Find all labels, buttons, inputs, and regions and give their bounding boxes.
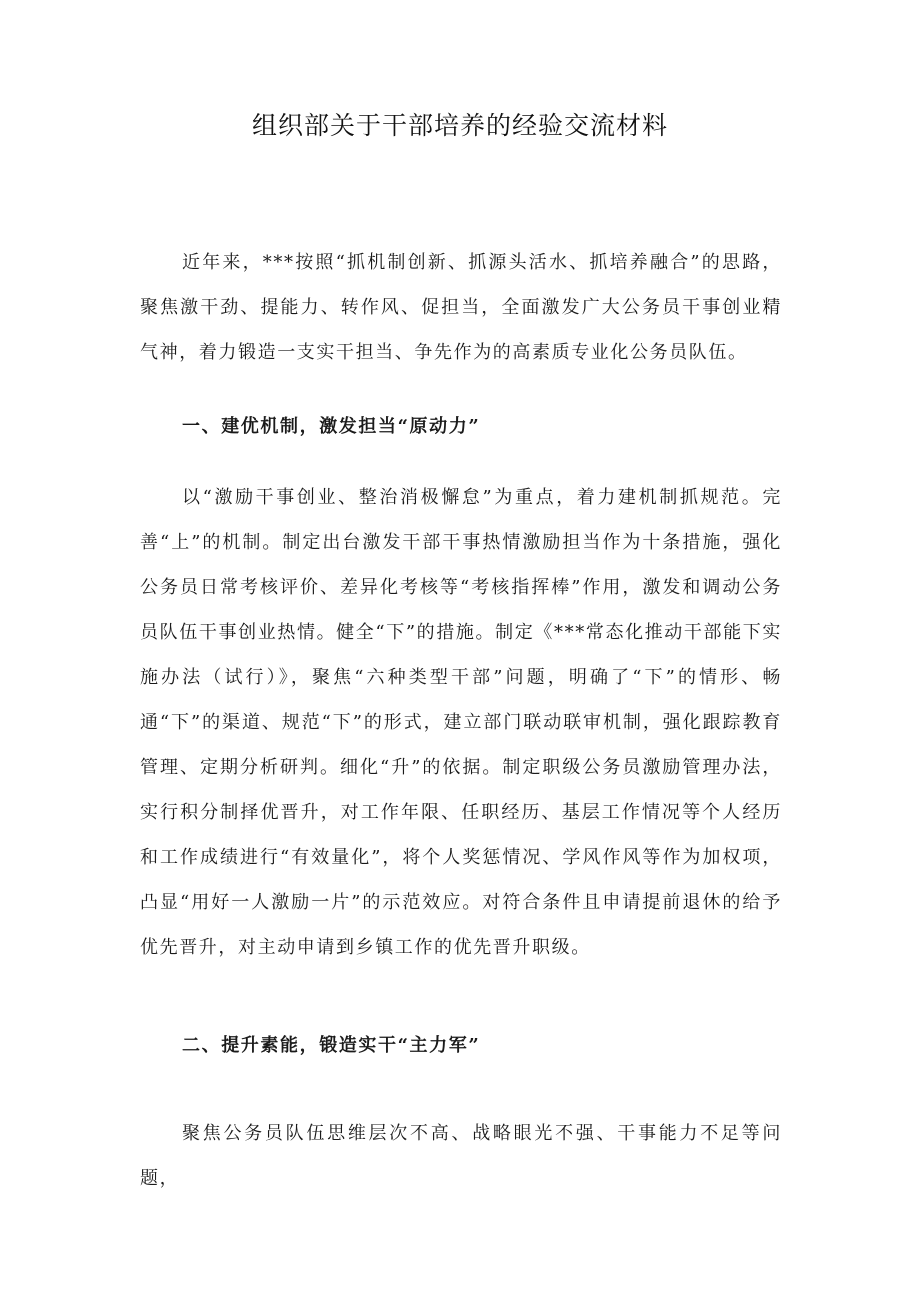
intro-paragraph: 近年来，***按照“抓机制创新、抓源头活水、抓培养融合”的思路，聚焦激干劲、提能力、转作风、促担当，全面激发广大公务员干事创业精气神，着力锻造一支实干担当、争先作为的高素质专业化公务员队伍。	[140, 252, 782, 363]
section-two-heading: 二、提升素能，锻造实干“主力军”	[182, 1035, 481, 1056]
section-one-paragraph: 以“激励干事创业、整治消极懈怠”为重点，着力建机制抓规范。完善“上”的机制。制定出台激发干部干事热情激励担当作为十条措施，强化公务员日常考核评价、差异化考核等“考核指挥棒”作用，激发和调动公务员队伍干事创业热情。健全“下”的措施。制定《***常态化推动干部能下实施办法（试行）》，聚焦“六种类型干部”问题，明确了“下”的情形、畅通“下”的渠道、规范“下”的形式，建立部门联动联审机制，强化跟踪教育管理、定期分析研判。细化“升”的依据。制定职级公务员激励管理办法，实行积分制择优晋升，对工作年限、任职经历、基层工作情况等个人经历和工作成绩进行“有效量化”，将个人奖惩情况、学风作风等作为加权项，凸显“用好一人激励一片”的示范效应。对符合条件且申请提前退休的给予优先晋升，对主动申请到乡镇工作的优先晋升职级。	[140, 487, 782, 958]
section-one-heading: 一、建优机制，激发担当“原动力”	[182, 416, 481, 437]
document-title: 组织部关于干部培养的经验交流材料	[251, 111, 668, 140]
section-two-paragraph: 聚焦公务员队伍思维层次不高、战略眼光不强、干事能力不足等问题，	[140, 1123, 782, 1189]
